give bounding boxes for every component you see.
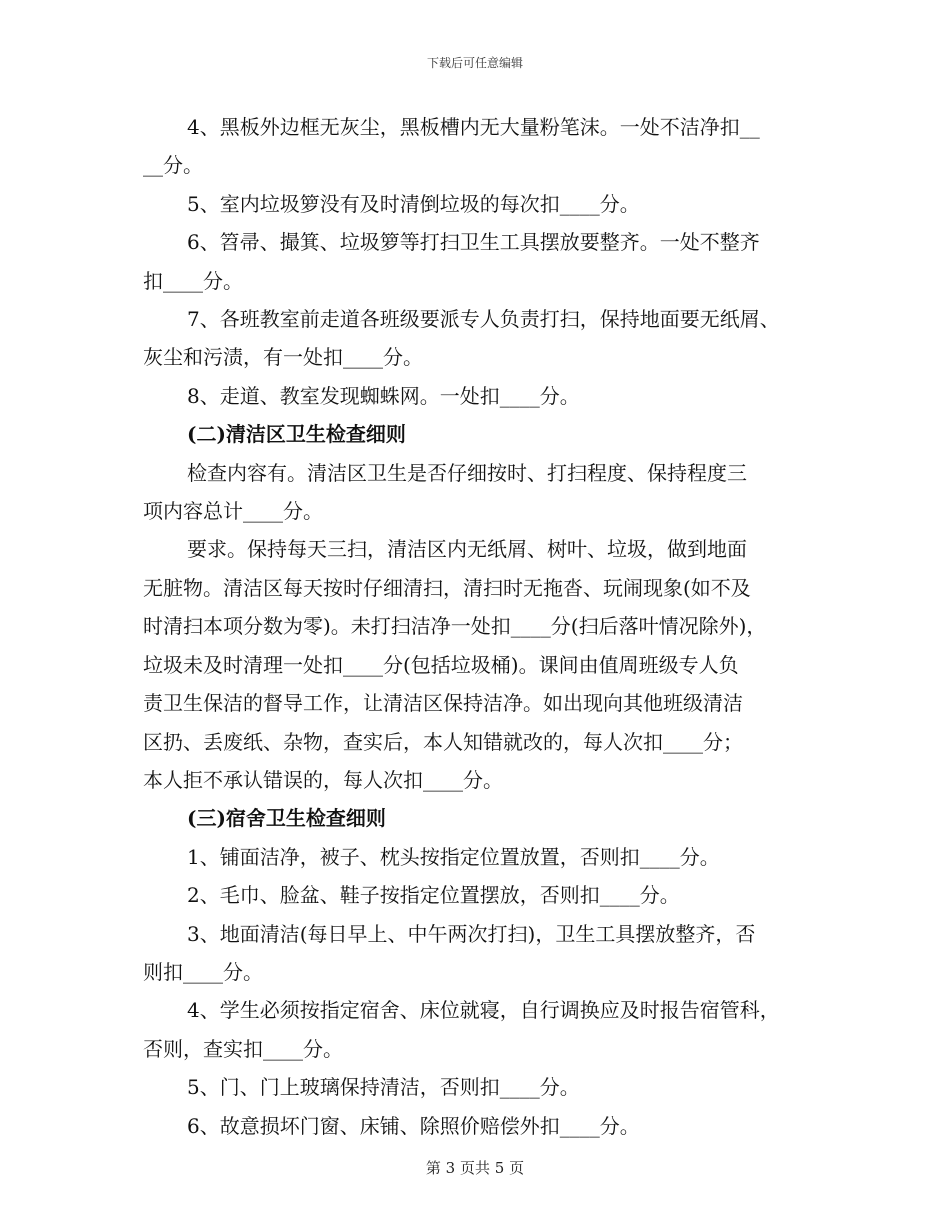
text-line: 2、毛巾、脸盆、鞋子按指定位置摆放，否则扣____分。 bbox=[187, 883, 680, 908]
text-line: 时清扫本项分数为零)。未打扫洁净一处扣____分(扫后落叶情况除外)， bbox=[143, 614, 767, 639]
text-line: 8、走道、教室发现蜘蛛网。一处扣____分。 bbox=[187, 383, 580, 408]
text-line: 本人拒不承认错误的，每人次扣____分。 bbox=[143, 767, 503, 792]
section-heading: (三)宿舍卫生检查细则 bbox=[187, 806, 386, 831]
page-footer: 第 3 页共 5 页 bbox=[425, 1159, 525, 1177]
text-line: 4、学生必须按指定宿舍、床位就寝，自行调换应及时报告宿管科， bbox=[187, 998, 780, 1023]
text-line: 5、门、门上玻璃保持清洁，否则扣____分。 bbox=[187, 1075, 580, 1100]
text-line: 6、故意损坏门窗、床铺、除照价赔偿外扣____分。 bbox=[187, 1113, 640, 1138]
text-line: __分。 bbox=[143, 153, 203, 178]
text-line: 垃圾未及时清理一处扣____分(包括垃圾桶)。课间由值周班级专人负 bbox=[143, 652, 739, 677]
text-line: 区扔、丢废纸、杂物，查实后，本人知错就改的，每人次扣____分； bbox=[143, 729, 743, 754]
text-line: 扣____分。 bbox=[143, 268, 243, 293]
page-header: 下载后可任意编辑 bbox=[426, 56, 523, 70]
text-line: 检查内容有。清洁区卫生是否仔细按时、打扫程度、保持程度三 bbox=[187, 460, 747, 485]
text-line: 7、各班教室前走道各班级要派专人负责打扫，保持地面要无纸屑、 bbox=[187, 307, 780, 332]
text-line: 则扣____分。 bbox=[143, 959, 263, 984]
text-line: 责卫生保洁的督导工作，让清洁区保持洁净。如出现向其他班级清洁 bbox=[143, 691, 743, 716]
text-line: 灰尘和污渍，有一处扣____分。 bbox=[143, 345, 423, 370]
text-line: 否则，查实扣____分。 bbox=[143, 1036, 343, 1061]
text-line: 5、室内垃圾箩没有及时清倒垃圾的每次扣____分。 bbox=[187, 191, 640, 216]
text-line: 4、黑板外边框无灰尘，黑板槽内无大量粉笔沫。一处不洁净扣__ bbox=[187, 115, 760, 139]
text-line: 6、笤帚、撮箕、垃圾箩等打扫卫生工具摆放要整齐。一处不整齐 bbox=[187, 230, 760, 255]
text-line: 1、铺面洁净，被子、枕头按指定位置放置，否则扣____分。 bbox=[187, 844, 720, 869]
text-line: 3、地面清洁(每日早上、中午两次打扫)，卫生工具摆放整齐，否 bbox=[187, 921, 756, 946]
text-line: 要求。保持每天三扫，清洁区内无纸屑、树叶、垃圾，做到地面 bbox=[187, 537, 747, 562]
text-line: 无脏物。清洁区每天按时仔细清扫，清扫时无拖沓、玩闹现象(如不及 bbox=[143, 575, 751, 600]
text-line: 项内容总计____分。 bbox=[143, 499, 323, 524]
document-body bbox=[143, 108, 823, 1145]
section-heading: (二)清洁区卫生检查细则 bbox=[187, 422, 406, 447]
